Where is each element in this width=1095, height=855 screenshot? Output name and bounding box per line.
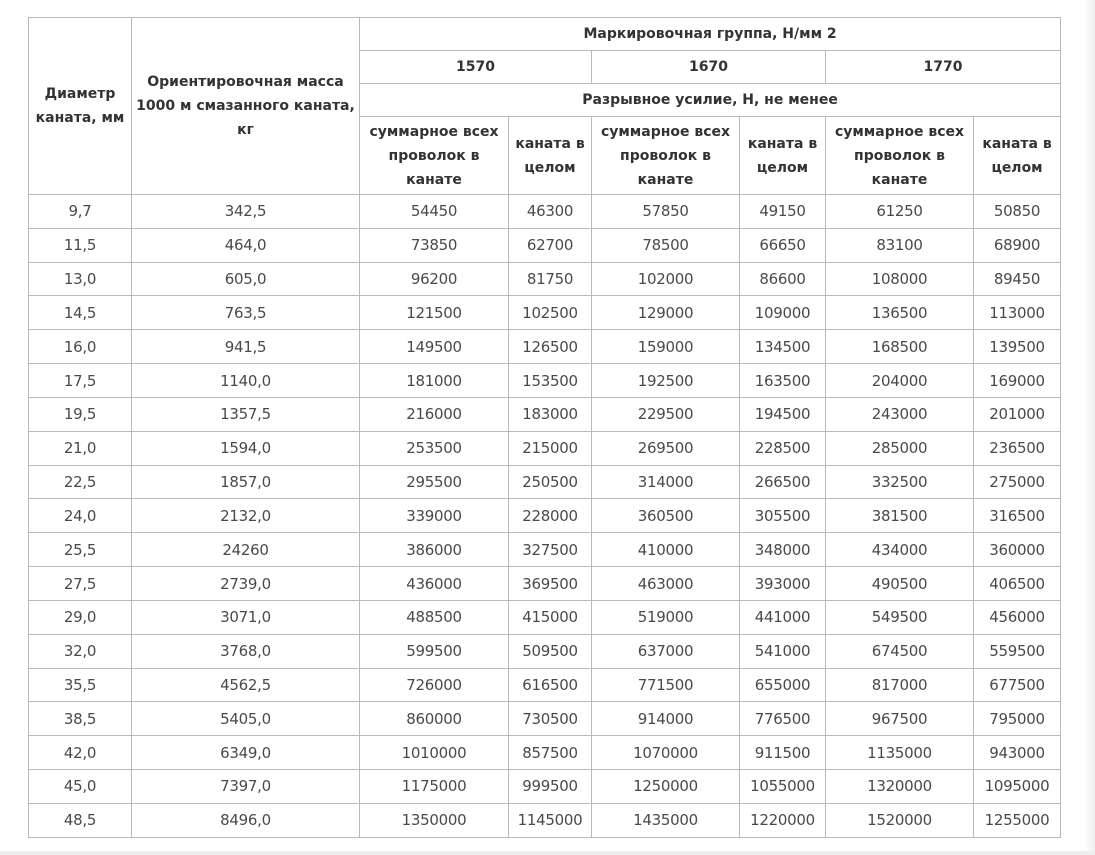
table-cell: 109000: [740, 296, 826, 330]
table-cell: 1175000: [360, 770, 509, 804]
header-rope-whole: каната в целом: [509, 117, 592, 195]
table-cell: 201000: [974, 397, 1061, 431]
table-row: [29, 567, 1061, 601]
table-row: [29, 770, 1061, 804]
table-row: [29, 397, 1061, 431]
table-cell: 96200: [360, 262, 509, 296]
table-row: [29, 195, 1061, 229]
table-cell: 549500: [826, 600, 974, 634]
header-sum-wires: суммарное всех проволок в канате: [360, 117, 509, 195]
table-cell: 332500: [826, 465, 974, 499]
table-cell: 763,5: [132, 296, 360, 330]
table-cell: 236500: [974, 431, 1061, 465]
table-cell: 66650: [740, 228, 826, 262]
table-cell: 509500: [509, 634, 592, 668]
table-cell: 999500: [509, 770, 592, 804]
table-cell: 541000: [740, 634, 826, 668]
table-cell: 32,0: [29, 634, 132, 668]
table-cell: 113000: [974, 296, 1061, 330]
table-cell: 3071,0: [132, 600, 360, 634]
table-cell: 50850: [974, 195, 1061, 229]
table-cell: 266500: [740, 465, 826, 499]
table-cell: 943000: [974, 736, 1061, 770]
table-cell: 11,5: [29, 228, 132, 262]
table-row: [29, 668, 1061, 702]
table-cell: 102000: [592, 262, 740, 296]
table-cell: 13,0: [29, 262, 132, 296]
header-row-marking: [29, 18, 1061, 51]
table-cell: 68900: [974, 228, 1061, 262]
table-cell: 360500: [592, 499, 740, 533]
table-cell: 434000: [826, 533, 974, 567]
table-cell: 29,0: [29, 600, 132, 634]
table-cell: 360000: [974, 533, 1061, 567]
table-cell: 17,5: [29, 364, 132, 398]
table-cell: 102500: [509, 296, 592, 330]
table-cell: 183000: [509, 397, 592, 431]
header-grade: 1770: [826, 51, 1061, 84]
table-cell: 316500: [974, 499, 1061, 533]
table-cell: 169000: [974, 364, 1061, 398]
table-cell: 168500: [826, 330, 974, 364]
table-cell: 637000: [592, 634, 740, 668]
table-cell: 1350000: [360, 803, 509, 837]
table-cell: 153500: [509, 364, 592, 398]
table-cell: 369500: [509, 567, 592, 601]
table-cell: 677500: [974, 668, 1061, 702]
table-row: [29, 533, 1061, 567]
table-row: [29, 228, 1061, 262]
table-cell: 181000: [360, 364, 509, 398]
table-row: [29, 364, 1061, 398]
table-cell: 1357,5: [132, 397, 360, 431]
table-cell: 16,0: [29, 330, 132, 364]
table-cell: 215000: [509, 431, 592, 465]
table-cell: 4562,5: [132, 668, 360, 702]
table-cell: 911500: [740, 736, 826, 770]
table-cell: 2132,0: [132, 499, 360, 533]
table-cell: 393000: [740, 567, 826, 601]
table-cell: 941,5: [132, 330, 360, 364]
table-cell: 5405,0: [132, 702, 360, 736]
table-cell: 342,5: [132, 195, 360, 229]
table-cell: 339000: [360, 499, 509, 533]
table-cell: 6349,0: [132, 736, 360, 770]
table-cell: 159000: [592, 330, 740, 364]
table-cell: 415000: [509, 600, 592, 634]
table-cell: 45,0: [29, 770, 132, 804]
table-cell: 488500: [360, 600, 509, 634]
table-cell: 730500: [509, 702, 592, 736]
table-cell: 857500: [509, 736, 592, 770]
table-cell: 253500: [360, 431, 509, 465]
table-row: [29, 262, 1061, 296]
table-cell: 42,0: [29, 736, 132, 770]
header-breaking-force: Разрывное усилие, Н, не менее: [360, 84, 1061, 117]
header-sum-wires: суммарное всех проволок в канате: [826, 117, 974, 195]
table-cell: 1594,0: [132, 431, 360, 465]
table-row: [29, 499, 1061, 533]
page-edge-shadow: [1085, 0, 1095, 855]
table-cell: 136500: [826, 296, 974, 330]
table-cell: 83100: [826, 228, 974, 262]
header-mass: Ориентировочная масса 1000 м смазанного каната, кг: [132, 18, 360, 195]
table-cell: 464,0: [132, 228, 360, 262]
table-cell: 194500: [740, 397, 826, 431]
table-row: [29, 465, 1061, 499]
table-cell: 599500: [360, 634, 509, 668]
table-cell: 795000: [974, 702, 1061, 736]
page-bottom-border: [0, 851, 1095, 855]
table-cell: 914000: [592, 702, 740, 736]
table-cell: 139500: [974, 330, 1061, 364]
table-cell: 149500: [360, 330, 509, 364]
table-row: [29, 600, 1061, 634]
table-cell: 14,5: [29, 296, 132, 330]
table-cell: 204000: [826, 364, 974, 398]
table-row: [29, 736, 1061, 770]
table-cell: 305500: [740, 499, 826, 533]
table-cell: 285000: [826, 431, 974, 465]
table-cell: 490500: [826, 567, 974, 601]
table-cell: 49150: [740, 195, 826, 229]
table-cell: 35,5: [29, 668, 132, 702]
table-cell: 436000: [360, 567, 509, 601]
header-grade: 1670: [592, 51, 826, 84]
table-cell: 108000: [826, 262, 974, 296]
table-cell: 348000: [740, 533, 826, 567]
table-cell: 228000: [509, 499, 592, 533]
table-cell: 1135000: [826, 736, 974, 770]
table-cell: 163500: [740, 364, 826, 398]
table-cell: 275000: [974, 465, 1061, 499]
table-cell: 250500: [509, 465, 592, 499]
table-cell: 1145000: [509, 803, 592, 837]
table-cell: 1055000: [740, 770, 826, 804]
table-cell: 78500: [592, 228, 740, 262]
table-cell: 463000: [592, 567, 740, 601]
table-row: [29, 431, 1061, 465]
table-cell: 21,0: [29, 431, 132, 465]
table-row: [29, 803, 1061, 837]
table-cell: 134500: [740, 330, 826, 364]
table-cell: 441000: [740, 600, 826, 634]
table-cell: 406500: [974, 567, 1061, 601]
table-cell: 1095000: [974, 770, 1061, 804]
table-cell: 24260: [132, 533, 360, 567]
table-cell: 2739,0: [132, 567, 360, 601]
table-row: [29, 702, 1061, 736]
table-cell: 3768,0: [132, 634, 360, 668]
table-cell: 228500: [740, 431, 826, 465]
table-cell: 1255000: [974, 803, 1061, 837]
header-marking-group: Маркировочная группа, Н/мм 2: [360, 18, 1061, 51]
table-cell: 386000: [360, 533, 509, 567]
table-cell: 381500: [826, 499, 974, 533]
table-cell: 9,7: [29, 195, 132, 229]
table-cell: 295500: [360, 465, 509, 499]
table-cell: 519000: [592, 600, 740, 634]
table-row: [29, 330, 1061, 364]
table-cell: 1320000: [826, 770, 974, 804]
table-cell: 269500: [592, 431, 740, 465]
table-cell: 410000: [592, 533, 740, 567]
table-cell: 129000: [592, 296, 740, 330]
table-cell: 27,5: [29, 567, 132, 601]
table-cell: 1010000: [360, 736, 509, 770]
table-row: [29, 296, 1061, 330]
table-cell: 771500: [592, 668, 740, 702]
rope-specs-table: [28, 17, 1061, 838]
table-cell: 126500: [509, 330, 592, 364]
table-cell: 48,5: [29, 803, 132, 837]
table-cell: 54450: [360, 195, 509, 229]
table-cell: 62700: [509, 228, 592, 262]
table-cell: 24,0: [29, 499, 132, 533]
table-cell: 817000: [826, 668, 974, 702]
header-grade: 1570: [360, 51, 592, 84]
table-cell: 967500: [826, 702, 974, 736]
table-cell: 776500: [740, 702, 826, 736]
header-diameter: Диаметр каната, мм: [29, 18, 132, 195]
table-cell: 73850: [360, 228, 509, 262]
table-cell: 314000: [592, 465, 740, 499]
table-cell: 1250000: [592, 770, 740, 804]
table-cell: 61250: [826, 195, 974, 229]
table-cell: 1140,0: [132, 364, 360, 398]
table-cell: 726000: [360, 668, 509, 702]
table-cell: 1070000: [592, 736, 740, 770]
table-cell: 327500: [509, 533, 592, 567]
table-cell: 1220000: [740, 803, 826, 837]
header-rope-whole: каната в целом: [974, 117, 1061, 195]
table-cell: 216000: [360, 397, 509, 431]
table-cell: 456000: [974, 600, 1061, 634]
table-cell: 229500: [592, 397, 740, 431]
table-cell: 243000: [826, 397, 974, 431]
table-header: [29, 18, 1061, 195]
table-cell: 655000: [740, 668, 826, 702]
table-cell: 559500: [974, 634, 1061, 668]
table-cell: 1435000: [592, 803, 740, 837]
table-cell: 1857,0: [132, 465, 360, 499]
table-cell: 25,5: [29, 533, 132, 567]
header-sum-wires: суммарное всех проволок в канате: [592, 117, 740, 195]
table-cell: 7397,0: [132, 770, 360, 804]
table-cell: 89450: [974, 262, 1061, 296]
table-cell: 121500: [360, 296, 509, 330]
table-cell: 46300: [509, 195, 592, 229]
table-row: [29, 634, 1061, 668]
header-rope-whole: каната в целом: [740, 117, 826, 195]
table-cell: 81750: [509, 262, 592, 296]
table-cell: 86600: [740, 262, 826, 296]
table-cell: 860000: [360, 702, 509, 736]
table-cell: 38,5: [29, 702, 132, 736]
table-cell: 1520000: [826, 803, 974, 837]
table-cell: 19,5: [29, 397, 132, 431]
table-cell: 22,5: [29, 465, 132, 499]
table-cell: 57850: [592, 195, 740, 229]
table-cell: 674500: [826, 634, 974, 668]
table-body: [29, 195, 1061, 838]
table-cell: 605,0: [132, 262, 360, 296]
table-cell: 192500: [592, 364, 740, 398]
table-cell: 616500: [509, 668, 592, 702]
table-cell: 8496,0: [132, 803, 360, 837]
